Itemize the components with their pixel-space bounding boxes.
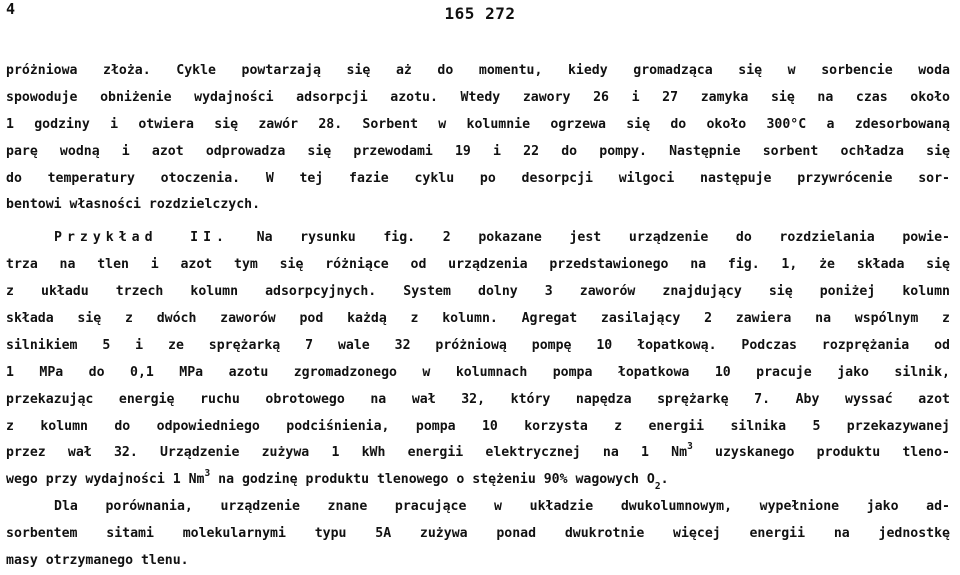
text-line: trza na tlen i azot tym się różniące od urządzenia przedstawionego na fig. 1, że składa się <box>6 257 950 273</box>
text-line: składa się z dwóch zaworów pod każdą z kolumn. Agregat zasilający 2 zawiera na wspólnym z <box>6 311 950 327</box>
example-line-rest: Na rysunku fig. 2 pokazane jest urządzenie do rozdzielania powie- <box>256 230 950 246</box>
example-first-line <box>6 225 950 252</box>
text-line: bentowi własności rozdzielczych. <box>6 197 261 213</box>
patent-number: 165 272 <box>444 4 516 23</box>
yield-text-after: . <box>660 472 669 488</box>
text-line: z układu trzech kolumn adsorpcyjnych. System dolny 3 zaworów znajdujący się poniżej kolumn <box>6 284 950 300</box>
text-line: próżniowa złoża. Cykle powtarzają się aż do momentu, kiedy gromadząca się w sorbencie woda <box>6 63 950 78</box>
text-line: silnikiem 5 i ze sprężarką 7 wale 32 próżniową pompę 10 łopatkową. Podczas rozprężania od <box>6 337 950 353</box>
comparison-first-line: Dla porównania, urządzenie znane pracujące w układzie dwukolumnowym, wypełnione jako ad- <box>54 499 950 515</box>
yield-text-middle: na godzinę produktu tlenowego o stężeniu 90% wagowych O <box>210 472 655 488</box>
text-line: przekazując energię ruchu obrotowego na wał 32, który napędza sprężarkę 7. Aby wyssać azot <box>6 391 950 407</box>
text-line: masy otrzymanego tlenu. <box>6 553 189 569</box>
text-line: 1 MPa do 0,1 MPa azotu zgromadzonego w kolumnach pompa łopatkowa 10 pracuje jako silnik, <box>6 364 950 380</box>
text-line: z kolumn do odpowiedniego podciśnienia, pompa 10 korzysta z energii silnika 5 przekazywanej <box>6 418 950 434</box>
yield-line <box>6 467 950 494</box>
text-line: parę wodną i azot odprowadza się przewodami 19 i 22 do pompy. Następnie sorbent ochładza się <box>6 143 950 159</box>
document-body <box>6 58 950 575</box>
example-heading: Przykład II. <box>54 230 229 246</box>
energy-text-before: przez wał 32. Urządzenie zużywa 1 kWh energii elektrycznej na 1 Nm <box>6 445 688 461</box>
yield-text-before: wego przy wydajności 1 Nm <box>6 472 205 488</box>
yield-superscript: 3 <box>204 467 211 479</box>
text-line: 1 godziny i otwiera się zawór 28. Sorbent w kolumnie ogrzewa się do około 300°C a zdesorbowaną <box>6 116 950 132</box>
page-number: 4 <box>6 0 16 18</box>
energy-text-after: uzyskanego produktu tleno- <box>692 445 950 461</box>
yield-subscript: 2 <box>654 481 661 492</box>
text-line: spowoduje obniżenie wydajności adsorpcji azotu. Wtedy zawory 26 i 27 zamyka się na czas około <box>6 89 950 105</box>
energy-superscript: 3 <box>687 441 693 453</box>
text-line: do temperatury otoczenia. W tej fazie cyklu po desorpcji wilgoci następuje przywrócenie sor- <box>6 170 950 186</box>
energy-line <box>6 440 950 467</box>
text-line: sorbentem sitami molekularnymi typu 5A zużywa ponad dwukrotnie więcej energii na jednostkę <box>6 526 950 542</box>
